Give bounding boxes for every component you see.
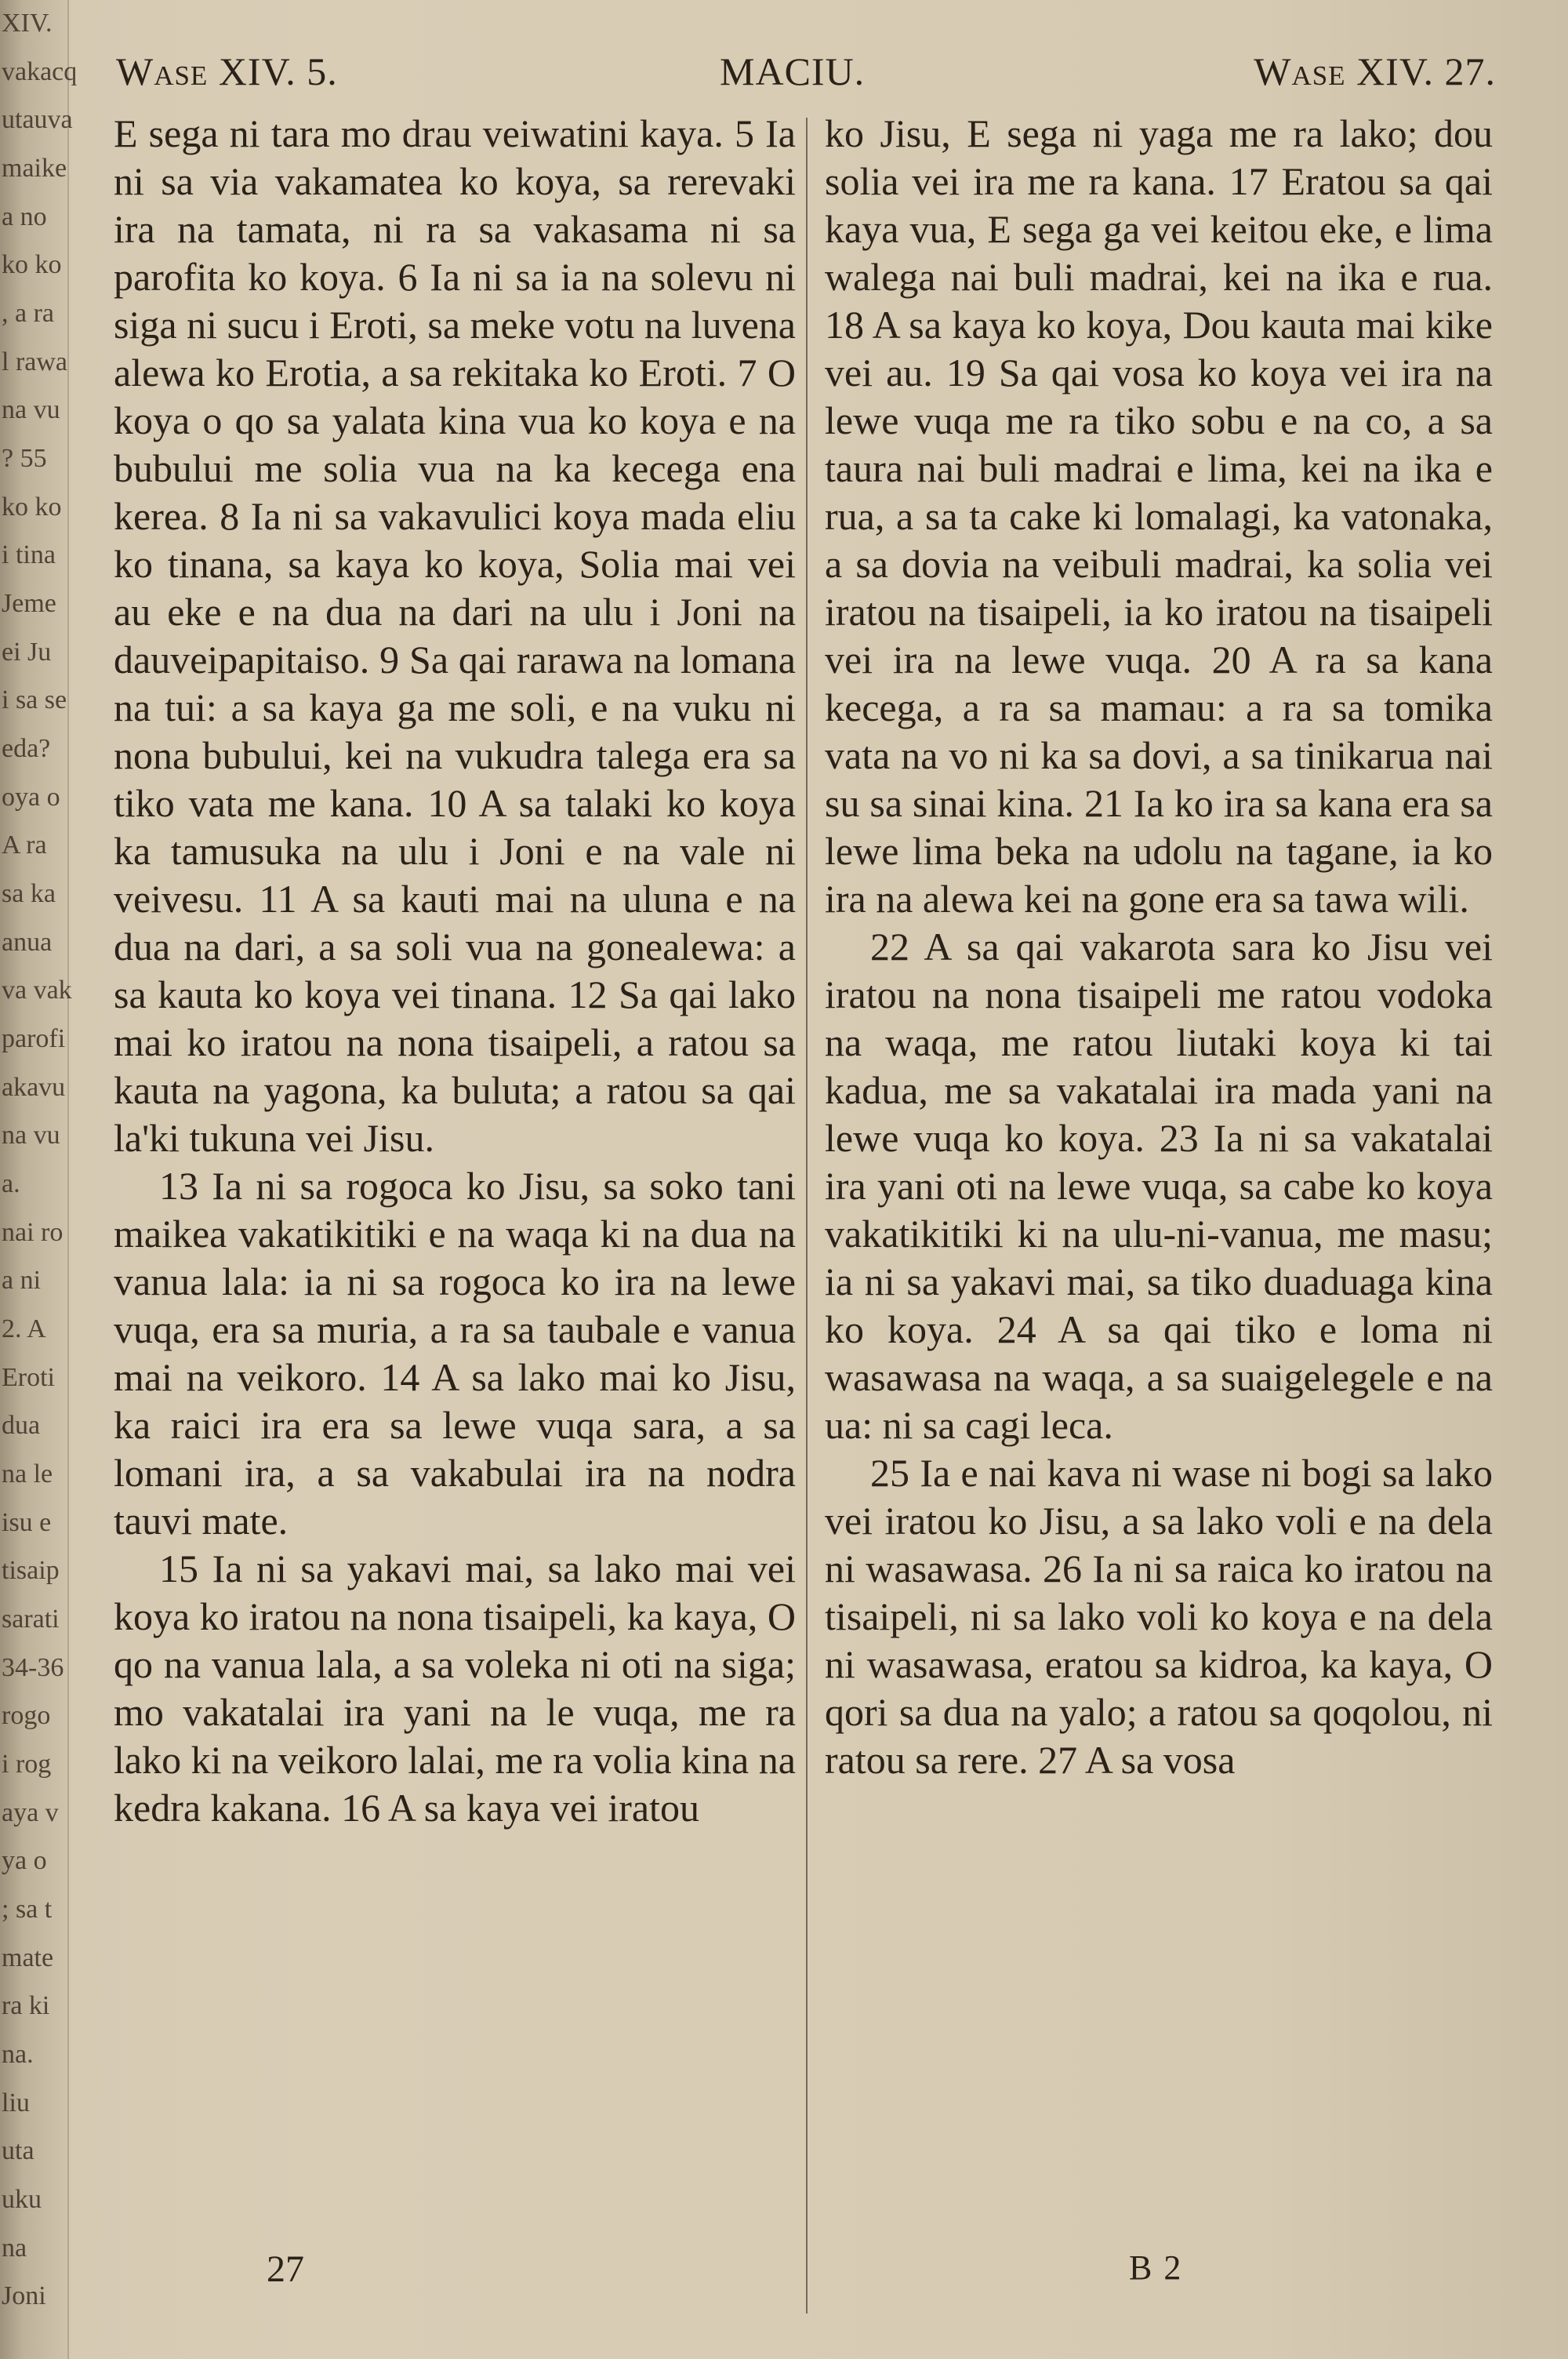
signature-mark: B 2 <box>1129 2248 1183 2287</box>
margin-fragment: mate <box>2 1943 54 1972</box>
margin-fragment: na vu <box>2 395 60 425</box>
page-number: 27 <box>267 2248 304 2290</box>
right-paragraph: ko Jisu, E sega ni yaga me ra lako; dou solia vei ira me ra kana. 17 Eratou sa qai kaya vua, E sega ga vei keitou eke, e lima walega nai buli madrai, kei na ika e rua. 18 A sa kaya ko koya, Dou kauta mai kike vei au. 19 Sa qai vosa ko koya vei ira na lewe vuqa me ra tiko sobu e na co, a sa taura nai buli madrai e lima, kei na ika e rua, a sa ta cake ki lomalagi, ka vatonaka, a sa dovia na veibuli madrai, ka solia vei iratou na tisaipeli, ia ko iratou na tisaipeli vei ira na lewe vuqa. 20 A ra sa kana kecega, a ra sa mamau: a ra sa tomika vata na vo ni ka sa dovi, a sa tinikarua nai su sa sinai kina. 21 Ia ko ira sa kana era sa lewe lima beka na udolu na tagane, ia ko ira na alewa kei na gone era sa tawa wili. <box>825 111 1493 921</box>
margin-fragment: a. <box>2 1169 20 1198</box>
left-paragraph: 15 Ia ni sa yakavi mai, sa lako mai vei koya ko iratou na nona tisaipeli, ka kaya, O qo na vanua lala, a sa voleka ni oti na siga; mo vakatalai ira yani na le vuqa, me ra lako ki na veikoro lalai, me ra volia kina na kedra kakana. 16 A sa kaya vei iratou <box>114 1547 796 1830</box>
margin-fragment: tisaip <box>2 1556 60 1586</box>
margin-fragment: sarati <box>2 1605 60 1634</box>
margin-fragment: vakacq <box>2 56 78 86</box>
margin-fragment: uta <box>2 2136 34 2166</box>
margin-fragment: rogo <box>2 1701 51 1731</box>
margin-fragment: na <box>2 2233 27 2263</box>
margin-fragment: , a ra <box>2 299 55 328</box>
margin-fragment: ko ko <box>2 250 62 280</box>
margin-fragment: dua <box>2 1411 41 1441</box>
margin-fragment: ya o <box>2 1846 47 1876</box>
margin-fragment: maike <box>2 154 67 183</box>
margin-fragment: aya v <box>2 1797 59 1827</box>
margin-fragment: ; sa t <box>2 1895 53 1924</box>
margin-fragment: anua <box>2 927 53 957</box>
margin-fragment: na le <box>2 1459 53 1488</box>
margin-fragment: oya o <box>2 782 60 812</box>
margin-fragment: i rog <box>2 1750 52 1779</box>
margin-fragment: Jeme <box>2 589 56 618</box>
margin-fragment: akavu <box>2 1072 66 1102</box>
facing-page-margin <box>0 0 78 2359</box>
margin-fragment: nai ro <box>2 1217 64 1247</box>
right-paragraph: 22 A sa qai vakarota sara ko Jisu vei iratou na nona tisaipeli me ratou vodoka na waqa, me ratou liutaki koya ki tai kadua, me sa vakatalai ira mada yani na lewe vuqa ko koya. 23 Ia ni sa vakatalai ira yani oti na lewe vuqa, sa cabe ko koya vakatikitiki ki na ulu-ni-vanua, me masu; ia ni sa yakavi mai, sa tiko duaduaga kina ko koya. 24 A sa qai tiko e loma ni wasawasa na waqa, a sa suaigelegele e na ua: ni sa cagi leca. <box>825 925 1493 1447</box>
margin-fragment: isu e <box>2 1507 52 1537</box>
margin-fragment: A ra <box>2 831 47 860</box>
margin-fragment: ei Ju <box>2 637 52 667</box>
margin-fragment: i sa se <box>2 685 67 715</box>
margin-fragment: na. <box>2 2040 34 2069</box>
margin-fragment: parofi <box>2 1024 66 1053</box>
margin-fragment: ra ki <box>2 1991 50 2021</box>
margin-fragment: liu <box>2 2088 30 2117</box>
header-left-reference: Wase XIV. 5. <box>116 49 338 93</box>
right-paragraph: 25 Ia e nai kava ni wase ni bogi sa lako vei iratou ko Jisu, a sa lako voli e na dela ni wasawasa. 26 Ia ni sa raica ko iratou na tisaipeli, ni sa lako voli ko koya e na dela ni wasawasa, eratou sa kidroa, ka kaya, O qori sa dua na yalo; a ratou sa qoqolou, ni ratou sa rere. 27 A sa vosa <box>825 1451 1493 1782</box>
margin-fragment: a ni <box>2 1266 42 1296</box>
right-column <box>825 110 1493 1784</box>
running-header <box>116 49 1496 96</box>
margin-fragment: Joni <box>2 2281 46 2311</box>
margin-fragment: na vu <box>2 1121 60 1150</box>
margin-fragment: Eroti <box>2 1362 55 1392</box>
header-right-reference: Wase XIV. 27. <box>1254 49 1496 93</box>
left-column <box>114 110 796 1832</box>
margin-fragment: a no <box>2 202 47 231</box>
column-divider <box>806 118 808 2314</box>
margin-fragment: XIV. <box>2 9 53 38</box>
margin-fragment: i tina <box>2 540 56 570</box>
margin-fragment: 34-36 <box>2 1652 64 1682</box>
margin-fragment: 2. A <box>2 1314 46 1343</box>
left-paragraph: E sega ni tara mo drau veiwatini kaya. 5 Ia ni sa via vakamatea ko koya, sa rerevaki ira na tamata, ni ra sa vakasama ni sa parofita ko koya. 6 Ia ni sa ia na solevu ni siga ni sucu i Eroti, sa meke votu na luvena alewa ko Erotia, a sa rekitaka ko Eroti. 7 O koya o qo sa yalata kina vua ko koya e na bubului me solia vua na ka kecega ena kerea. 8 Ia ni sa vakavulici koya mada eliu ko tinana, sa kaya ko koya, Solia mai vei au eke e na dua na dari na ulu i Joni na dauveipapitaiso. 9 Sa qai rarawa na lomana na tui: a sa kaya ga me soli, e na vuku ni nona bubului, kei na vukudra talega era sa tiko vata me kana. 10 A sa talaki ko koya ka tamusuka na ulu i Joni e na vale ni veivesu. 11 A sa kauti mai na uluna e na dua na dari, a sa soli vua na gonealewa: a sa kauta ko koya vei tinana. 12 Sa qai lako mai ko iratou na nona tisaipeli, a ratou sa kauta na yagona, ka buluta; a ratou sa qai la'ki tukuna vei Jisu. <box>114 111 796 1160</box>
margin-fragment: l rawa <box>2 347 68 376</box>
left-paragraph: 13 Ia ni sa rogoca ko Jisu, sa soko tani maikea vakatikitiki e na waqa ki na dua na vanua lala: ia ni sa rogoca ko ira na lewe vuqa, era sa muria, a ra sa taubale e vanua mai na veikoro. 14 A sa lako mai ko Jisu, ka raici ira era sa lewe vuqa sara, a sa lomani ira, a sa vakabulai ira na nodra tauvi mate. <box>114 1164 796 1543</box>
margin-fragment: sa ka <box>2 879 56 908</box>
margin-fragment: ko ko <box>2 492 62 522</box>
header-book-title: MACIU. <box>720 49 866 93</box>
margin-fragment: va vak <box>2 976 72 1005</box>
margin-fragment: ? 55 <box>2 444 47 473</box>
margin-fragment: eda? <box>2 734 51 763</box>
margin-fragment: uku <box>2 2185 42 2214</box>
margin-fragment: utauva <box>2 105 73 135</box>
